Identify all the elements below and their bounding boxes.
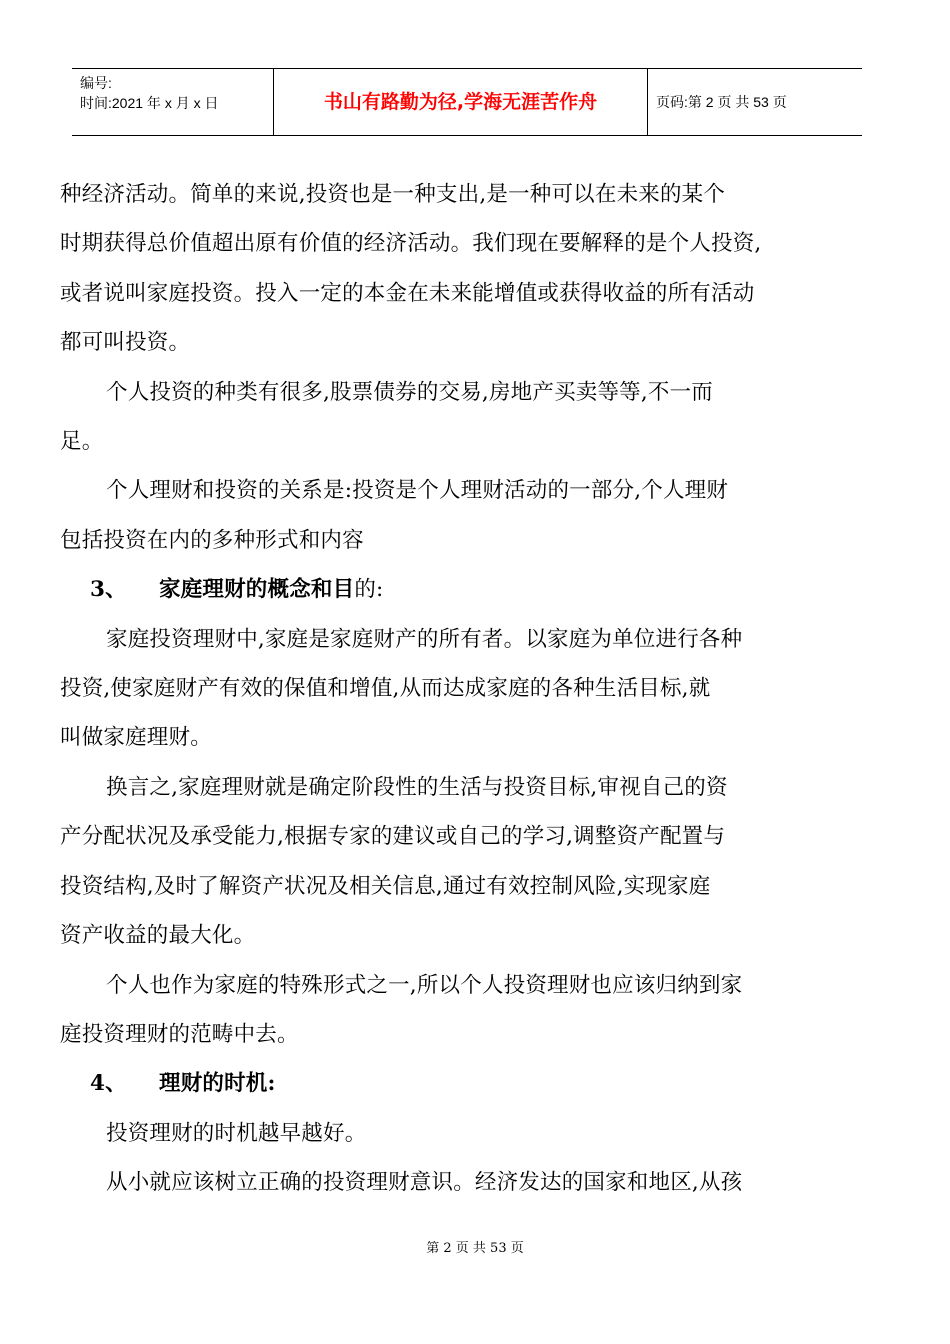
body-line: 投资,使家庭财产有效的保值和增值,从而达成家庭的各种生活目标,就 — [60, 676, 711, 702]
section-title: 理财的时机: — [159, 1071, 276, 1097]
body-line: 家庭投资理财中,家庭是家庭财产的所有者。以家庭为单位进行各种 — [106, 626, 743, 652]
body-line: 或者说叫家庭投资。投入一定的本金在未来能增值或获得收益的所有活动 — [60, 280, 755, 306]
body-line: 换言之,家庭理财就是确定阶段性的生活与投资目标,审视自己的资 — [106, 774, 728, 800]
body-line: 从小就应该树立正确的投资理财意识。经济发达的国家和地区,从孩 — [106, 1170, 743, 1196]
serial-label: 编号: — [80, 75, 112, 91]
section-title: 家庭理财的概念和目 — [159, 577, 355, 603]
section-heading-3 — [60, 565, 880, 614]
header-page-info: 页码:第 2 页 共 53 页 — [656, 94, 787, 110]
body-line: 叫做家庭理财。 — [60, 725, 212, 751]
body-line: 投资理财的时机越早越好。 — [106, 1120, 367, 1146]
body-line: 包括投资在内的多种形式和内容 — [60, 527, 364, 553]
header-motto: 书山有路勤为径,学海无涯苦作舟 — [274, 69, 648, 135]
body-line: 投资结构,及时了解资产状况及相关信息,通过有效控制风险,实现家庭 — [60, 873, 711, 899]
body-line: 都可叫投资。 — [60, 330, 191, 356]
date-label: 时间:2021 年 x 月 x 日 — [80, 95, 219, 111]
document-body — [60, 170, 880, 1208]
body-line: 种经济活动。简单的来说,投资也是一种支出,是一种可以在未来的某个 — [60, 182, 726, 207]
body-line: 时期获得总价值超出原有价值的经济活动。我们现在要解释的是个人投资, — [60, 231, 762, 257]
page-header — [72, 68, 862, 136]
page-footer: 第 2 页 共 53 页 — [426, 1241, 524, 1256]
section-number: 4、 — [90, 1071, 127, 1097]
body-line: 产分配状况及承受能力,根据专家的建议或自己的学习,调整资产配置与 — [60, 824, 726, 850]
body-line: 个人理财和投资的关系是:投资是个人理财活动的一部分,个人理财 — [106, 478, 729, 504]
section-number: 3、 — [90, 577, 127, 603]
body-line: 庭投资理财的范畴中去。 — [60, 1021, 299, 1047]
header-meta — [72, 69, 274, 135]
body-line: 个人也作为家庭的特殊形式之一,所以个人投资理财也应该归纳到家 — [106, 972, 743, 998]
body-line: 资产收益的最大化。 — [60, 923, 256, 949]
body-line: 足。 — [60, 429, 104, 455]
body-line: 个人投资的种类有很多,股票债券的交易,房地产买卖等等,不一而 — [106, 379, 714, 405]
section-title-tail: 的: — [354, 577, 384, 603]
section-heading-4 — [60, 1059, 880, 1108]
